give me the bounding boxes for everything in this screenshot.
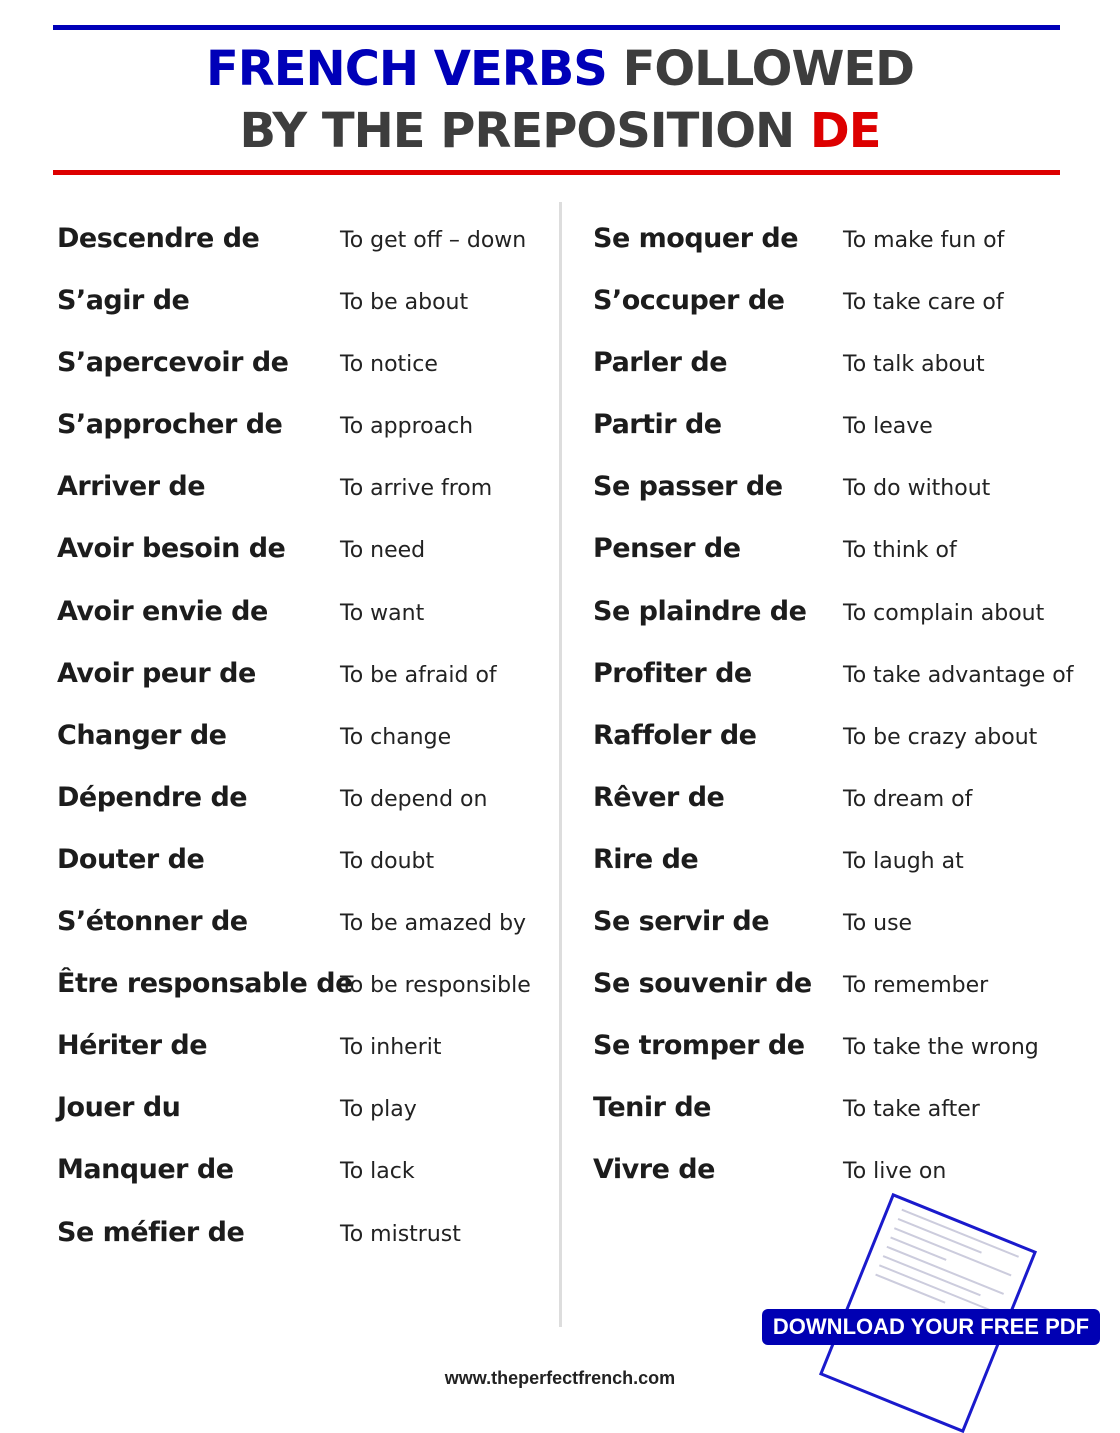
french-verb: Vivre de — [593, 1154, 715, 1186]
bottom-red-rule — [53, 170, 1060, 175]
english-translation: To be afraid of — [340, 662, 497, 688]
french-verb: Se moquer de — [593, 223, 799, 254]
english-translation: To leave — [843, 414, 933, 440]
english-translation: To do without — [843, 476, 991, 502]
french-verb: Avoir envie de — [57, 595, 268, 627]
english-translation: To take after — [843, 1097, 980, 1123]
french-verb: Douter de — [57, 843, 205, 875]
title-line-2 — [0, 100, 1120, 162]
column-divider — [559, 202, 562, 1327]
english-translation: To make fun of — [843, 228, 1005, 253]
english-translation: To be amazed by — [340, 911, 527, 937]
english-translation: To take the wrong — [843, 1035, 1039, 1061]
french-verb: S’étonner de — [57, 906, 248, 938]
french-verb: Tenir de — [593, 1092, 711, 1124]
top-blue-rule — [53, 25, 1060, 30]
english-translation: To remember — [843, 973, 989, 999]
french-verb: Arriver de — [57, 471, 206, 503]
french-verb: Se servir de — [593, 906, 770, 938]
french-verb: Parler de — [593, 347, 728, 379]
french-verb: Avoir besoin de — [57, 533, 286, 565]
french-verb: Se méfier de — [57, 1216, 245, 1248]
english-translation: To be responsible — [340, 973, 531, 999]
french-verb: Penser de — [593, 533, 741, 565]
french-verb: S’agir de — [57, 285, 190, 317]
english-translation: To complain about — [843, 600, 1045, 626]
french-verb: Jouer du — [57, 1092, 181, 1124]
french-verb: Se tromper de — [593, 1030, 805, 1062]
french-verb: Hériter de — [57, 1030, 208, 1062]
english-translation: To think of — [843, 538, 957, 564]
english-translation: To need — [340, 538, 426, 564]
english-translation: To inherit — [340, 1035, 442, 1061]
english-translation: To laugh at — [843, 848, 964, 874]
french-verb: Partir de — [593, 409, 722, 441]
title-line-1 — [0, 38, 1120, 100]
english-translation: To approach — [340, 414, 474, 440]
french-verb: Se souvenir de — [593, 968, 812, 1000]
french-verb: Être responsable de — [57, 968, 353, 1000]
english-translation: To arrive from — [340, 476, 493, 502]
english-translation: To play — [340, 1097, 417, 1123]
french-verb: Changer de — [57, 719, 227, 751]
title-red: DE — [809, 103, 881, 159]
english-translation: To be crazy about — [843, 724, 1038, 750]
english-translation: To live on — [843, 1159, 947, 1185]
french-verb: Rêver de — [593, 781, 725, 813]
english-translation: To take advantage of — [843, 662, 1074, 688]
french-verb: Manquer de — [57, 1154, 234, 1186]
footer-url[interactable]: www.theperfectfrench.com — [444, 1368, 676, 1388]
english-translation: To take care of — [843, 290, 1004, 316]
title-blue: FRENCH VERBS — [205, 41, 607, 97]
english-translation: To depend on — [340, 786, 488, 812]
english-translation: To doubt — [340, 848, 435, 874]
english-translation: To talk about — [843, 352, 985, 378]
english-translation: To be about — [340, 290, 469, 316]
english-translation: To change — [340, 724, 452, 750]
french-verb: S’approcher de — [57, 409, 283, 441]
french-verb: Dépendre de — [57, 781, 248, 813]
french-verb: Profiter de — [593, 657, 752, 689]
english-translation: To notice — [340, 352, 438, 378]
french-verb: S’apercevoir de — [57, 347, 289, 379]
english-translation: To use — [843, 911, 913, 937]
french-verb: S’occuper de — [593, 285, 785, 317]
french-verb: Raffoler de — [593, 719, 757, 751]
title-dark: FOLLOWED — [622, 41, 915, 97]
french-verb: Avoir peur de — [57, 657, 256, 689]
english-translation: To mistrust — [340, 1221, 461, 1247]
french-verb: Se passer de — [593, 471, 783, 503]
title-dark: BY THE PREPOSITION — [239, 103, 795, 159]
download-pdf-button[interactable]: DOWNLOAD YOUR FREE PDF — [762, 1309, 1100, 1345]
english-translation: To lack — [340, 1159, 415, 1185]
english-translation: To dream of — [843, 786, 973, 812]
french-verb: Descendre de — [57, 223, 260, 254]
french-verb: Rire de — [593, 843, 699, 875]
english-translation: To want — [340, 600, 425, 626]
english-translation: To get off – down — [340, 228, 527, 253]
french-verb: Se plaindre de — [593, 595, 807, 627]
